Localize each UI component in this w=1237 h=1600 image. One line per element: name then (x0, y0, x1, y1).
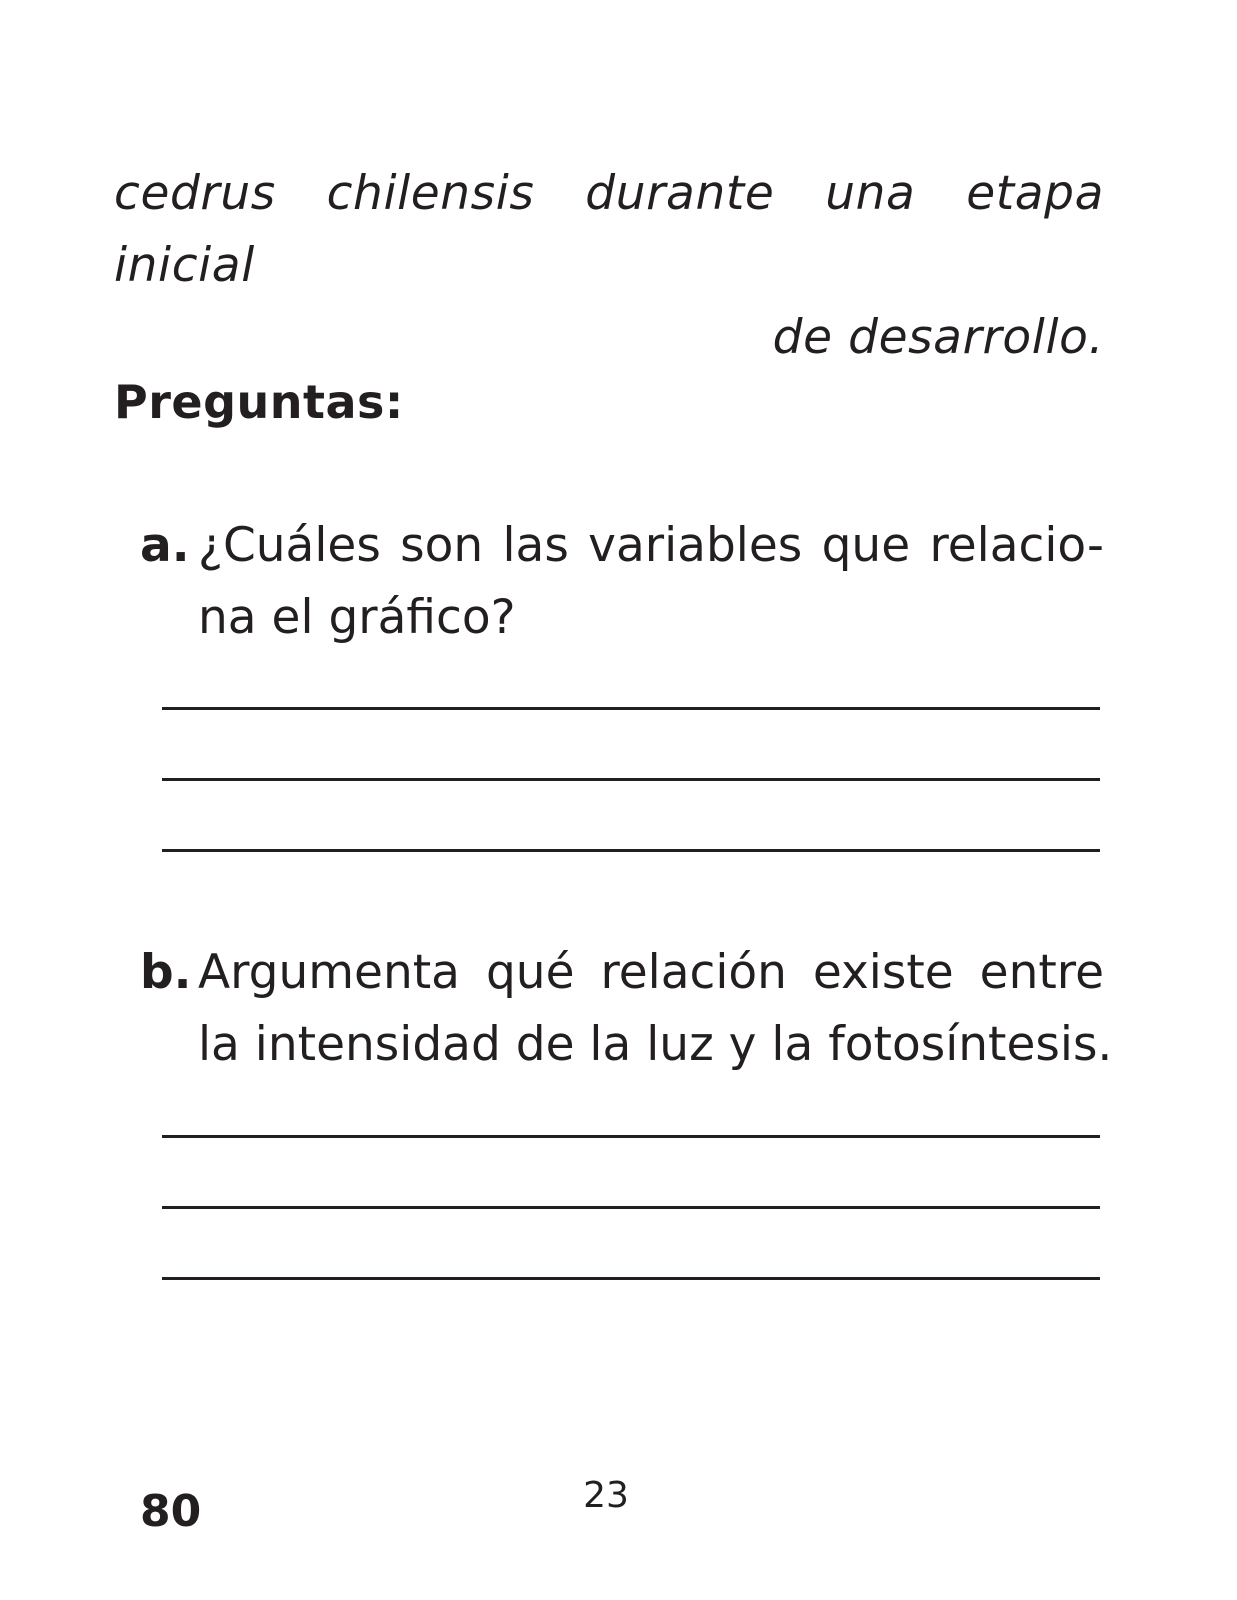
question-line-1: ¿Cuáles son las variables que relacio- (198, 518, 1104, 573)
question-text (198, 510, 1104, 654)
figure-caption (114, 158, 1104, 374)
caption-line-2: de desarrollo. (772, 310, 1104, 365)
question-text (198, 937, 1113, 1081)
answer-line-a-1[interactable] (162, 707, 1100, 710)
section-heading: Preguntas: (114, 375, 404, 429)
answer-line-b-2[interactable] (162, 1206, 1100, 1209)
answer-line-a-2[interactable] (162, 778, 1100, 781)
question-letter: b. (140, 945, 192, 1000)
answer-line-a-3[interactable] (162, 849, 1100, 852)
question-line-1: Argumenta qué relación existe entre (198, 945, 1104, 1000)
question-line-2: na el gráfico? (198, 590, 516, 645)
question-line-2: la intensidad de la luz y la fotosíntesis. (198, 1017, 1113, 1072)
question-letter: a. (140, 518, 190, 573)
footer-number: 23 (583, 1475, 629, 1516)
page-number: 80 (140, 1486, 202, 1537)
caption-line-1: cedrus chilensis durante una etapa inicial (114, 166, 1104, 293)
answer-line-b-1[interactable] (162, 1135, 1100, 1138)
answer-line-b-3[interactable] (162, 1277, 1100, 1280)
